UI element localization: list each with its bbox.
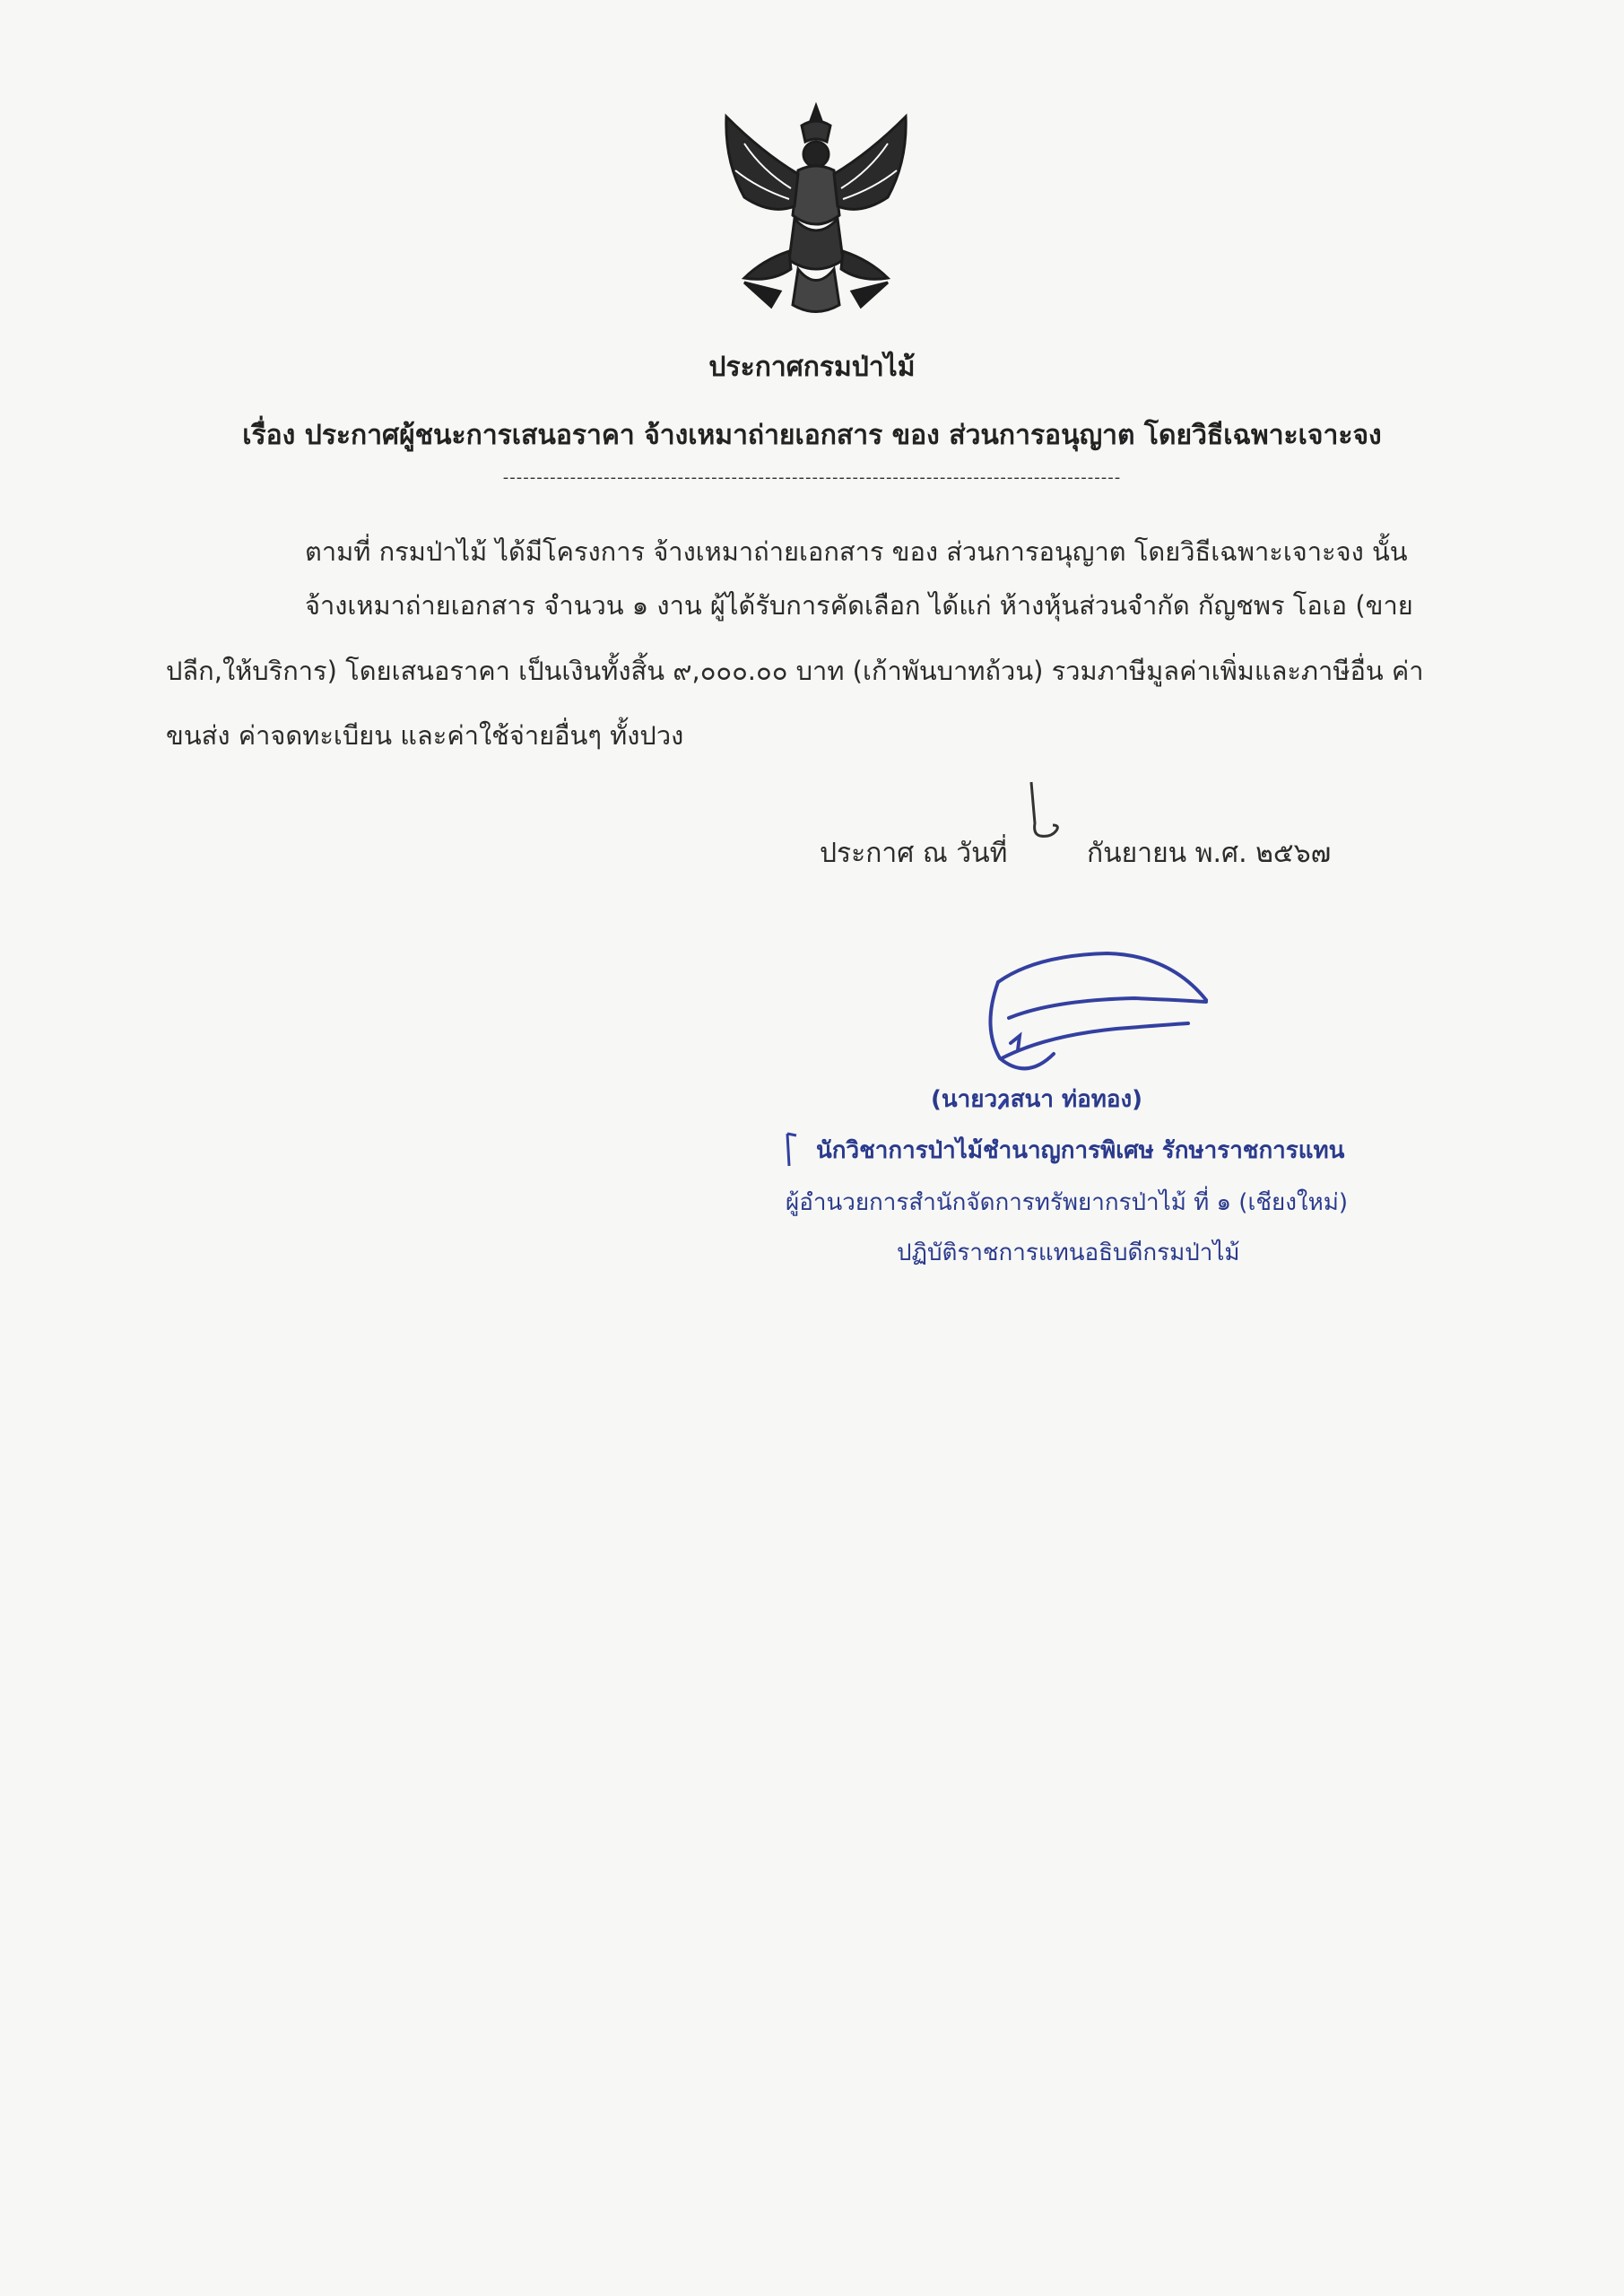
announcement-subject: เรื่อง ประกาศผู้ชนะการเสนอราคา จ้างเหมาถ่ายเอกสาร ของ ส่วนการอนุญาต โดยวิธีเฉพาะเจาะจง	[242, 420, 1382, 451]
heading-divider: --------------------------------------------------------------------------------------------	[502, 468, 1122, 487]
body-paragraph-line-1: ตามที่ กรมป่าไม้ ได้มีโครงการ จ้างเหมาถ่ายเอกสาร ของ ส่วนการอนุญาต โดยวิธีเฉพาะเจาะจง นั้น	[305, 536, 1408, 567]
announcement-heading: ประกาศกรมป่าไม้	[708, 352, 916, 383]
body-paragraph-line-2: จ้างเหมาถ่ายเอกสาร จำนวน ๑ งาน ผู้ได้รับการคัดเลือก ได้แก่ ห้างหุ้นส่วนจำกัด กัญชพร โอเอ (ขาย	[305, 590, 1413, 621]
announcement-date-month-year: กันยายน พ.ศ. ๒๕๖๗	[1087, 838, 1332, 869]
handwritten-day-icon	[1020, 778, 1065, 850]
signer-position-line-2: ผู้อำนวยการสำนักจัดการทรัพยากรป่าไม้ ที่ ๑ (เชียงใหม่)	[786, 1189, 1349, 1216]
garuda-emblem-icon	[708, 99, 924, 323]
body-paragraph-line-3: ปลีก,ให้บริการ) โดยเสนอราคา เป็นเงินทั้งสิ้น ๙,๐๐๐.๐๐ บาท (เก้าพันบาทถ้วน) รวมภาษีมูลค่าเพิ่มและภาษีอื่น ค่า	[166, 656, 1424, 686]
pen-mark-icon	[784, 1132, 800, 1168]
body-paragraph-line-4: ขนส่ง ค่าจดทะเบียน และค่าใช้จ่ายอื่นๆ ทั้งปวง	[166, 720, 684, 751]
signer-position-line-3: ปฏิบัติราชการแทนอธิบดีกรมป่าไม้	[897, 1239, 1240, 1266]
signer-name: (นายวาสนา ท่อทอง)	[931, 1086, 1143, 1113]
signer-position-line-1: นักวิชาการป่าไม้ชำนาญการพิเศษ รักษาราชการแทน	[816, 1137, 1345, 1164]
announcement-date-prefix: ประกาศ ณ วันที่	[820, 838, 1008, 869]
